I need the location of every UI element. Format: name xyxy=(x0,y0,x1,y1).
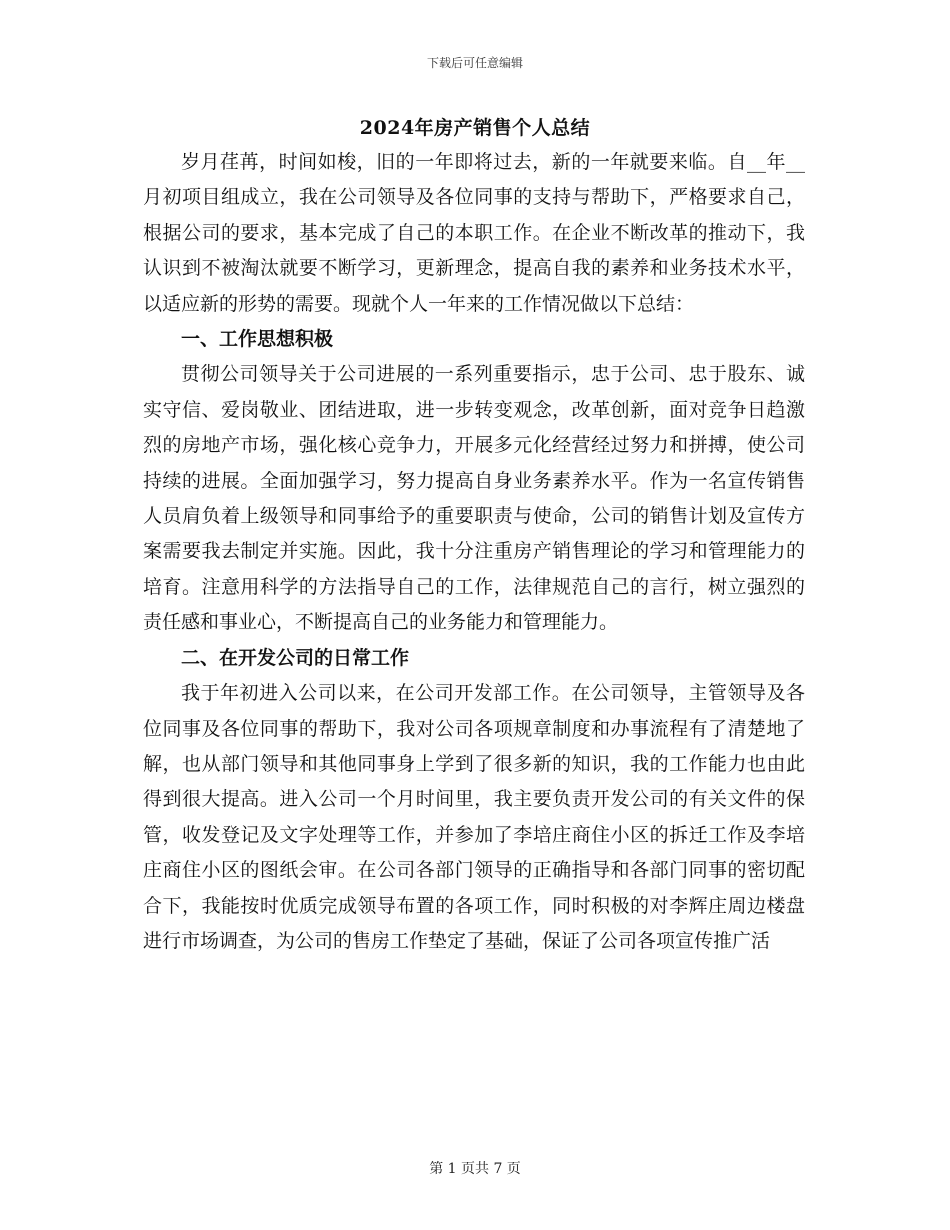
section-heading-1: 一、工作思想积极 xyxy=(181,328,334,351)
document-body xyxy=(143,145,805,959)
section-heading-2: 二、在开发公司的日常工作 xyxy=(181,646,410,669)
section-2-paragraph: 我于年初进入公司以来，在公司开发部工作。在公司领导，主管领导及各位同事及各位同事的帮助下，我对公司各项规章制度和办事流程有了清楚地了解，也从部门领导和其他同事身上学到了很多新的知识，我的工作能力也由此得到很大提高。进入公司一个月时间里，我主要负责开发公司的有关文件的保管，收发登记及文字处理等工作，并参加了李培庄商住小区的拆迁工作及李培庄商住小区的图纸会审。在公司各部门领导的正确指导和各部门同事的密切配合下，我能按时优质完成领导布置的各项工作，同时积极的对李辉庄周边楼盘进行市场调查，为公司的售房工作垫定了基础，保证了公司各项宣传推广活 xyxy=(143,682,805,952)
intro-paragraph: 岁月荏苒，时间如梭，旧的一年即将过去，新的一年就要来临。自__年__月初项目组成立，我在公司领导及各位同事的支持与帮助下，严格要求自己，根据公司的要求，基本完成了自己的本职工作。在企业不断改革的推动下，我认识到不被淘汰就要不断学习，更新理念，提高自我的素养和业务技术水平，以适应新的形势的需要。现就个人一年来的工作情况做以下总结： xyxy=(143,151,805,315)
page-header: 下载后可任意编辑 xyxy=(426,56,523,70)
page-footer: 第 1 页共 7 页 xyxy=(429,1161,521,1177)
document-title: 2024年房产销售个人总结 xyxy=(359,117,591,139)
section-1-paragraph: 贯彻公司领导关于公司进展的一系列重要指示，忠于公司、忠于股东、诚实守信、爱岗敬业、团结进取，进一步转变观念，改革创新，面对竞争日趋激烈的房地产市场，强化核心竞争力，开展多元化经营经过努力和拼搏，使公司持续的进展。全面加强学习，努力提高自身业务素养水平。作为一名宣传销售人员肩负着上级领导和同事给予的重要职责与使命，公司的销售计划及宣传方案需要我去制定并实施。因此，我十分注重房产销售理论的学习和管理能力的培育。注意用科学的方法指导自己的工作，法律规范自己的言行，树立强烈的责任感和事业心，不断提高自己的业务能力和管理能力。 xyxy=(143,363,805,634)
